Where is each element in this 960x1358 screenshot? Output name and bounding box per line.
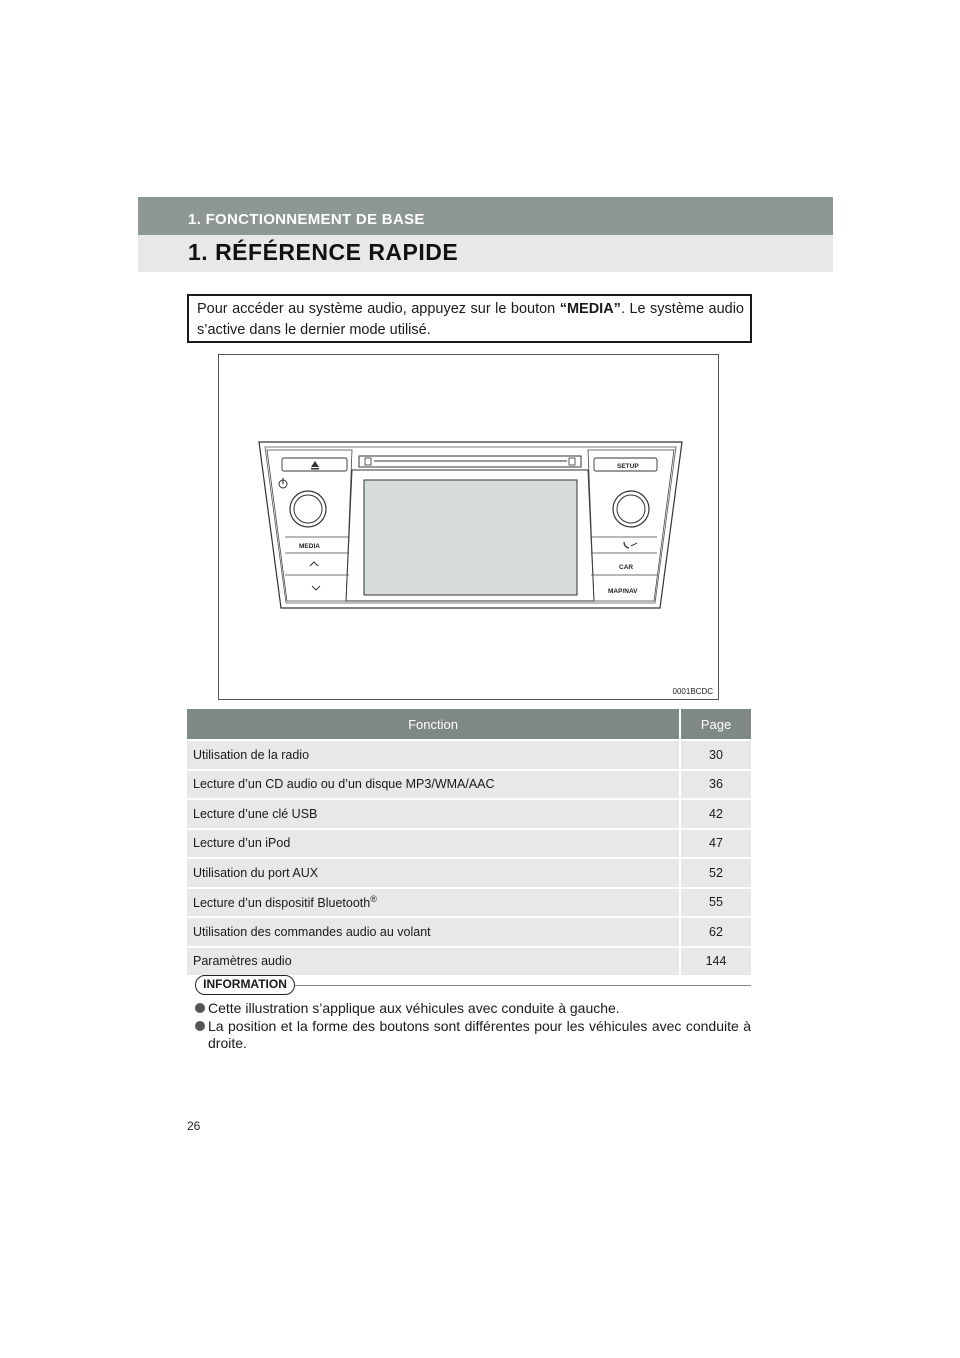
row-page: 47 (680, 829, 751, 859)
table-row (187, 888, 751, 918)
table-row (187, 740, 751, 770)
info-item (195, 1018, 751, 1052)
info-item (195, 1000, 751, 1017)
row-fonction: Lecture d’un CD audio ou d’un disque MP3/WMA/AAC (187, 770, 680, 800)
bullet-icon (195, 1021, 205, 1031)
map-nav-button-label[interactable]: MAP/NAV (608, 588, 638, 595)
audio-unit-illustration (219, 355, 718, 699)
information-label: INFORMATION (195, 975, 295, 995)
row-page: 42 (680, 799, 751, 829)
header-fonction: Fonction (187, 709, 680, 740)
row-page: 55 (680, 888, 751, 918)
table-row (187, 858, 751, 888)
car-button-label[interactable]: CAR (619, 564, 634, 571)
section-header (138, 197, 833, 235)
media-button-label[interactable]: MEDIA (299, 543, 320, 550)
row-fonction: Paramètres audio (187, 947, 680, 976)
tune-knob[interactable] (613, 491, 649, 527)
table-header-row (187, 709, 751, 740)
table-row (187, 829, 751, 859)
row-fonction: Utilisation des commandes audio au volant (187, 917, 680, 947)
row-page: 36 (680, 770, 751, 800)
table-row (187, 799, 751, 829)
intro-text (197, 299, 744, 341)
row-fonction: Lecture d’un dispositif Bluetooth (193, 896, 371, 911)
audio-unit-figure (218, 354, 719, 700)
bullet-icon (195, 1003, 205, 1013)
setup-button-label: SETUP (617, 463, 639, 470)
registered-mark: ® (370, 894, 377, 905)
title-header (138, 235, 833, 272)
row-fonction: Lecture d’une clé USB (187, 799, 680, 829)
row-fonction: Lecture d’un iPod (187, 829, 680, 859)
intro-button-name: “MEDIA” (559, 301, 621, 317)
header-page: Page (680, 709, 751, 740)
table-row (187, 917, 751, 947)
row-page: 62 (680, 917, 751, 947)
figure-code: 0001BCDC (672, 687, 713, 696)
function-table (187, 709, 751, 975)
info-item-text: Cette illustration s’applique aux véhicules avec conduite à gauche. (208, 1000, 620, 1016)
volume-knob[interactable] (290, 491, 326, 527)
intro-box (187, 294, 752, 343)
row-fonction: Utilisation de la radio (187, 740, 680, 770)
row-fonction-cell (187, 888, 680, 918)
section-title: 1. FONCTIONNEMENT DE BASE (188, 211, 425, 228)
page-number: 26 (187, 1119, 201, 1133)
row-fonction: Utilisation du port AUX (187, 858, 680, 888)
intro-text-after: . Le système audio s’active dans le dernier mode utilisé. (197, 301, 744, 338)
intro-text-before: Pour accéder au système audio, appuyez sur le bouton (197, 301, 560, 317)
table-row (187, 770, 751, 800)
table-row (187, 947, 751, 976)
info-item-text: La position et la forme des boutons sont différentes pour les véhicules avec conduite à droite. (208, 1018, 751, 1051)
row-page: 30 (680, 740, 751, 770)
info-divider (295, 985, 751, 986)
row-page: 144 (680, 947, 751, 976)
page-title: 1. RÉFÉRENCE RAPIDE (188, 239, 459, 265)
row-page: 52 (680, 858, 751, 888)
